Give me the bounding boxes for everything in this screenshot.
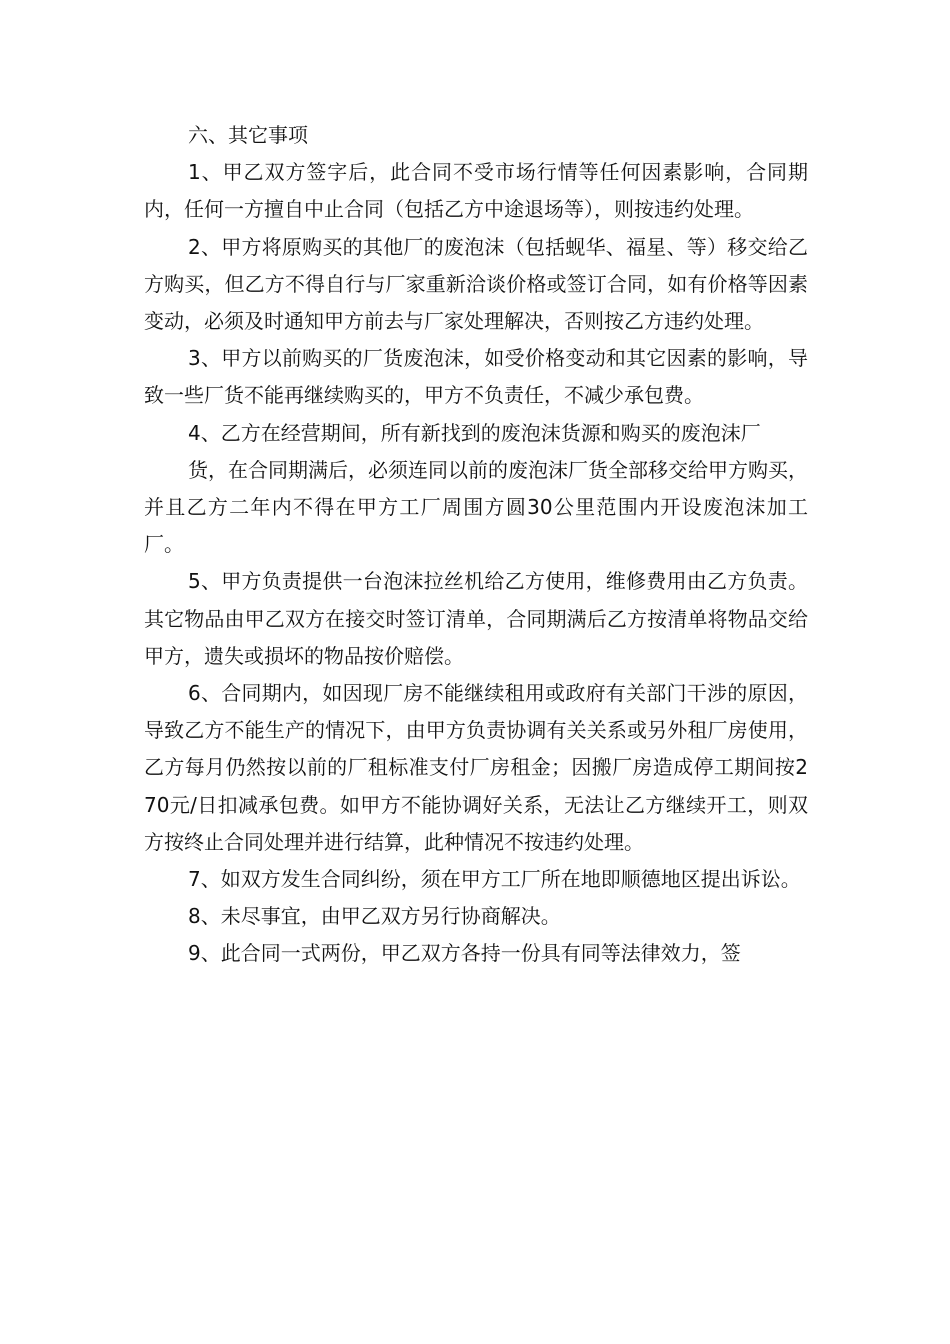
clause-9: 9、此合同一式两份，甲乙双方各持一份具有同等法律效力，签	[188, 941, 741, 966]
clause-1: 1、甲乙双方签字后，此合同不受市场行情等任何因素影响，合同期内，任何一方擅自中止合同（包括乙方中途退场等），则按违约处理。	[144, 160, 808, 222]
clause-3: 3、甲方以前购买的厂货废泡沫，如受价格变动和其它因素的影响，导致一些厂货不能再继续购买的，甲方不负责任，不减少承包费。	[144, 346, 808, 408]
section-heading: 六、其它事项	[188, 123, 308, 147]
document-body	[144, 117, 808, 973]
clause-4-continued: 货，在合同期满后，必须连同以前的废泡沫厂货全部移交给甲方购买，并且乙方二年内不得在甲方工厂周围方圆30公里范围内开设废泡沫加工厂。	[144, 457, 808, 557]
clause-5: 5、甲方负责提供一台泡沫拉丝机给乙方使用，维修费用由乙方负责。其它物品由甲乙双方在接交时签订清单，合同期满后乙方按清单将物品交给甲方，遗失或损坏的物品按价赔偿。	[144, 569, 808, 668]
clause-6: 6、合同期内，如因现厂房不能继续租用或政府有关部门干涉的原因，导致乙方不能生产的情况下，由甲方负责协调有关关系或另外租厂房使用，乙方每月仍然按以前的厂租标准支付厂房租金；因搬厂房造成停工期间按270元/日扣减承包费。如甲方不能协调好关系，无法让乙方继续开工，则双方按终止合同处理并进行结算，此种情况不按违约处理。	[144, 681, 808, 854]
clause-2: 2、甲方将原购买的其他厂的废泡沫（包括蚬华、福星、等）移交给乙方购买，但乙方不得自行与厂家重新洽谈价格或签订合同，如有价格等因素变动，必须及时通知甲方前去与厂家处理解决，否则按乙方违约处理。	[144, 234, 808, 334]
clause-4: 4、乙方在经营期间，所有新找到的废泡沫货源和购买的废泡沫厂	[188, 420, 761, 445]
clause-7: 7、如双方发生合同纠纷，须在甲方工厂所在地即顺德地区提出诉讼。	[188, 867, 801, 892]
clause-8: 8、未尽事宜，由甲乙双方另行协商解决。	[188, 904, 561, 929]
